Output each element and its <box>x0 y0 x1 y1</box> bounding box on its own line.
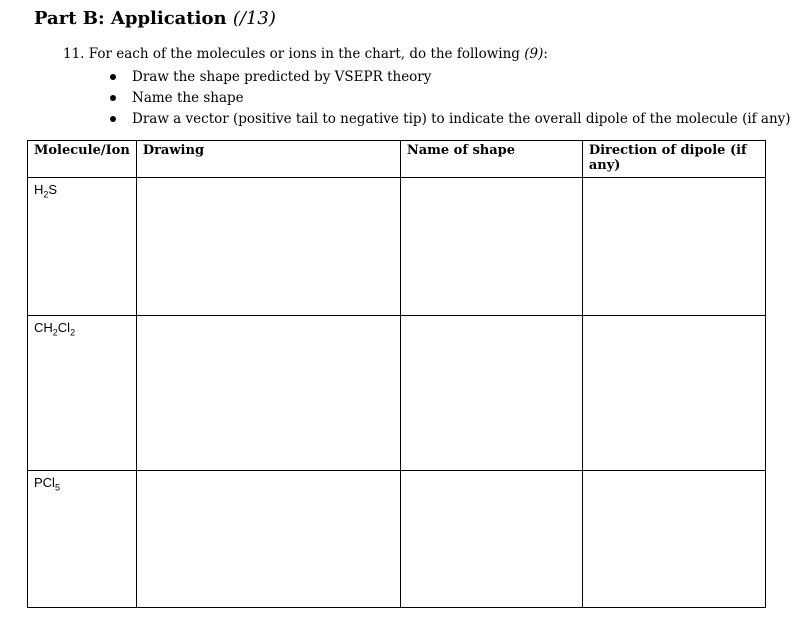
instruction-text: Draw a vector (positive tail to negative tip) to indicate the overall dipole of the molecule (if any) <box>132 111 791 127</box>
shape-name-cell[interactable] <box>400 316 582 471</box>
part-title-text: Part B: Application <box>34 8 233 29</box>
header-drawing: Drawing <box>136 141 400 178</box>
table-row <box>28 316 766 471</box>
part-marks: (/13) <box>232 8 276 29</box>
dipole-cell[interactable] <box>582 471 765 608</box>
table-row <box>28 178 766 316</box>
question-suffix: : <box>543 46 548 62</box>
question-11 <box>63 46 548 62</box>
dipole-cell[interactable] <box>582 316 765 471</box>
drawing-cell[interactable] <box>136 471 400 608</box>
question-marks: (9) <box>524 46 544 62</box>
header-row <box>28 141 766 178</box>
header-molecule: Molecule/Ion <box>28 141 137 178</box>
molecule-cell: $CH_2Cl_2$ <box>28 316 137 471</box>
shape-name-cell[interactable] <box>400 178 582 316</box>
question-text: 11. For each of the molecules or ions in the chart, do the following <box>63 46 525 62</box>
bullet-icon <box>110 74 116 80</box>
part-title <box>34 8 276 29</box>
drawing-cell[interactable] <box>136 178 400 316</box>
table-row <box>28 471 766 608</box>
header-dipole: Direction of dipole (if any) <box>582 141 765 178</box>
molecule-chart <box>27 140 766 608</box>
dipole-cell[interactable] <box>582 178 765 316</box>
instruction-list <box>110 67 791 130</box>
molecule-cell: $H_2S$ <box>28 178 137 316</box>
molecule-cell: PCl$_5$ <box>28 471 137 608</box>
bullet-icon <box>110 116 116 122</box>
header-shape-name: Name of shape <box>400 141 582 178</box>
instruction-item <box>110 67 791 88</box>
drawing-cell[interactable] <box>136 316 400 471</box>
instruction-item <box>110 88 791 109</box>
shape-name-cell[interactable] <box>400 471 582 608</box>
bullet-icon <box>110 95 116 101</box>
instruction-text: Draw the shape predicted by VSEPR theory <box>132 69 432 85</box>
instruction-text: Name the shape <box>132 90 244 106</box>
instruction-item <box>110 109 791 130</box>
